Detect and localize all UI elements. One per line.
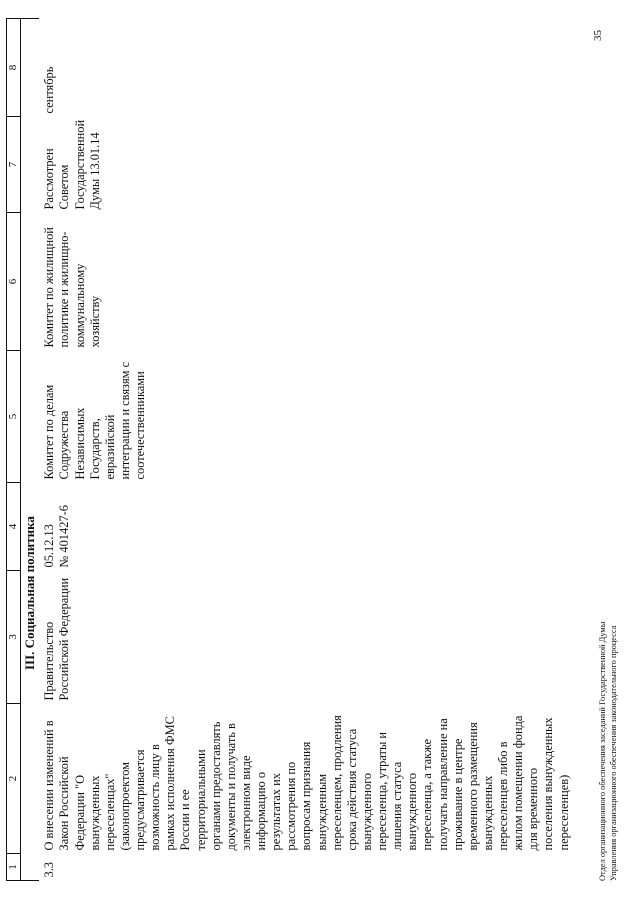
bill-date-number: 05.12.13 № 401427-6 [42, 505, 72, 568]
footer-line: Управления организационного обеспечения законодательного процесса [608, 625, 618, 881]
section-row [21, 19, 39, 881]
footer-line: Отдел организационного обеспечения заседаний Государственной Думы [598, 621, 607, 881]
footer [598, 622, 620, 881]
bill-title: О внесении изменений в Закон Российской Федерации "О вынужденных переселенцах" (законопроектом предусматривается возможность лицу в рамках исполнения ФМС России и ее территориальными органами предоставлять документы и получать в электронном виде информацию о результатах их рассмотрения по вопросам признания вынужденным переселенцем, продления срока действия статуса вынужденного переселенца, утраты и лишения статуса вынужденного переселенца, а также получать направление на проживание в центре временного размещения вынужденных переселенцев либо в жилом помещении фонда для временного поселения вынужденных переселенцев) [42, 715, 571, 851]
table-row [39, 19, 572, 881]
column-number: 3 [7, 571, 21, 704]
column-number: 2 [7, 704, 21, 854]
column-number: 4 [7, 483, 21, 571]
bill-status: Рассмотрен Советом Государственной Думы 13.01.14 [42, 119, 102, 210]
responsible-committee: Комитет по делам Содружества Независимых Государств, евразийской интеграции и связям с соотечественниками [42, 361, 148, 480]
column-number: 1 [7, 854, 21, 881]
row-number: 3.3 [42, 862, 57, 878]
bill-table [6, 18, 573, 881]
consideration-term: сентябрь [42, 66, 57, 114]
column-header-row [7, 19, 21, 881]
column-number: 8 [7, 19, 21, 117]
column-number: 7 [7, 117, 21, 213]
column-number: 5 [7, 351, 21, 483]
section-title: III. Социальная политика [21, 19, 39, 881]
bill-author: Правительство Российской Федерации [42, 577, 72, 701]
co-executor-committee: Комитет по жилищной политике и жилищно- коммунальному хозяйству [42, 227, 102, 348]
column-number: 6 [7, 213, 21, 351]
page-number: 35 [592, 30, 604, 41]
